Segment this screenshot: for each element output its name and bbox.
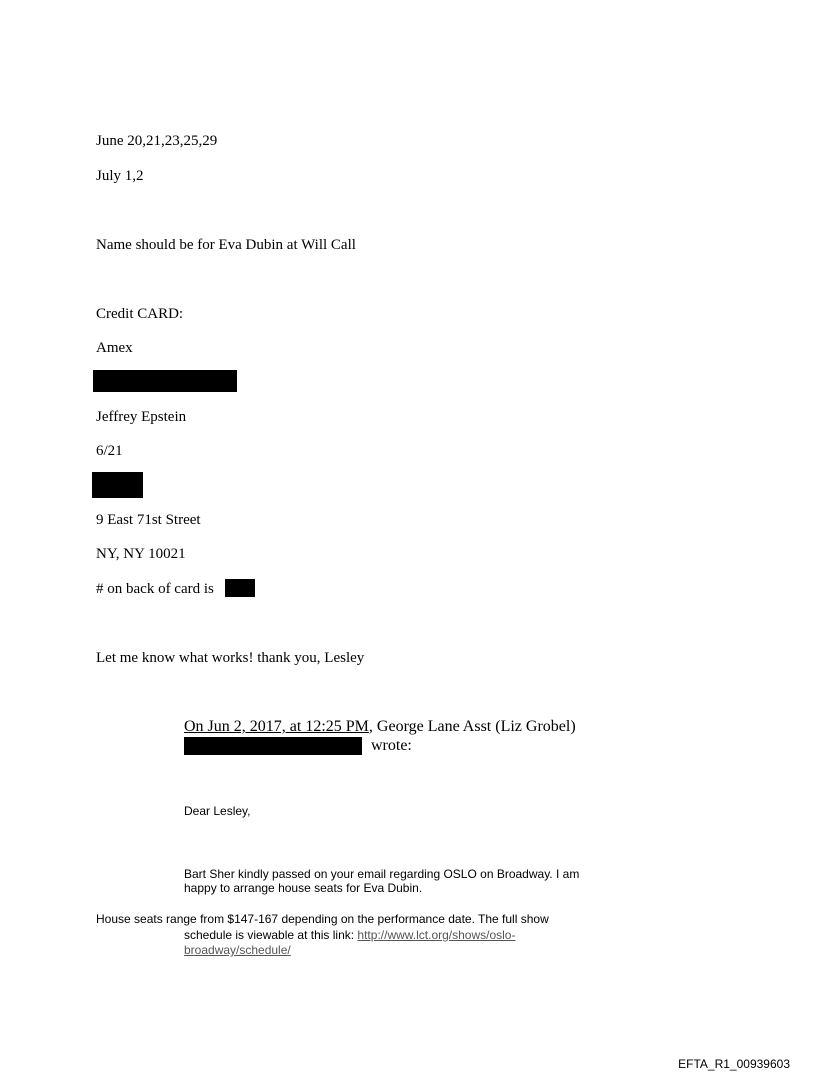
will-call-note: Name should be for Eva Dubin at Will Call [96,237,356,253]
card-type: Amex [96,340,133,356]
card-expiry: 6/21 [96,443,123,459]
redaction-sender-email [184,737,362,755]
redaction-card-number [93,370,237,392]
quoted-greeting: Dear Lesley, [184,804,251,818]
quoted-para1-line1: Bart Sher kindly passed on your email regarding OSLO on Broadway. I am [184,867,580,881]
quoted-header-sender: , George Lane Asst (Liz Grobel) [368,718,576,735]
redaction-card-detail [92,472,143,498]
redaction-security-code [225,579,255,597]
quoted-para2-line1: House seats range from $147-167 depending on the performance date. The full show [96,912,549,926]
signoff: Let me know what works! thank you, Lesley [96,650,365,666]
quoted-para2-line2 [184,928,515,942]
card-back-label: # on back of card is [96,581,214,597]
schedule-link-part1[interactable]: http://www.lct.org/shows/oslo- [357,928,516,942]
address-line-2: NY, NY 10021 [96,546,186,562]
dates-july: July 1,2 [96,168,144,184]
address-line-1: 9 East 71st Street [96,512,201,528]
quoted-header [184,717,576,736]
document-id: EFTA_R1_00939603 [678,1057,790,1071]
quoted-para1-line2: happy to arrange house seats for Eva Dubin. [184,881,423,895]
quoted-header-datetime: On Jun 2, 2017, at 12:25 PM [184,718,369,735]
dates-june: June 20,21,23,25,29 [96,133,218,149]
card-holder: Jeffrey Epstein [96,409,187,425]
credit-card-heading: Credit CARD: [96,306,184,322]
schedule-link-part2[interactable]: broadway/schedule/ [184,943,291,957]
quoted-para2-text: schedule is viewable at this link: [184,928,358,942]
quoted-wrote: wrote: [371,737,412,754]
